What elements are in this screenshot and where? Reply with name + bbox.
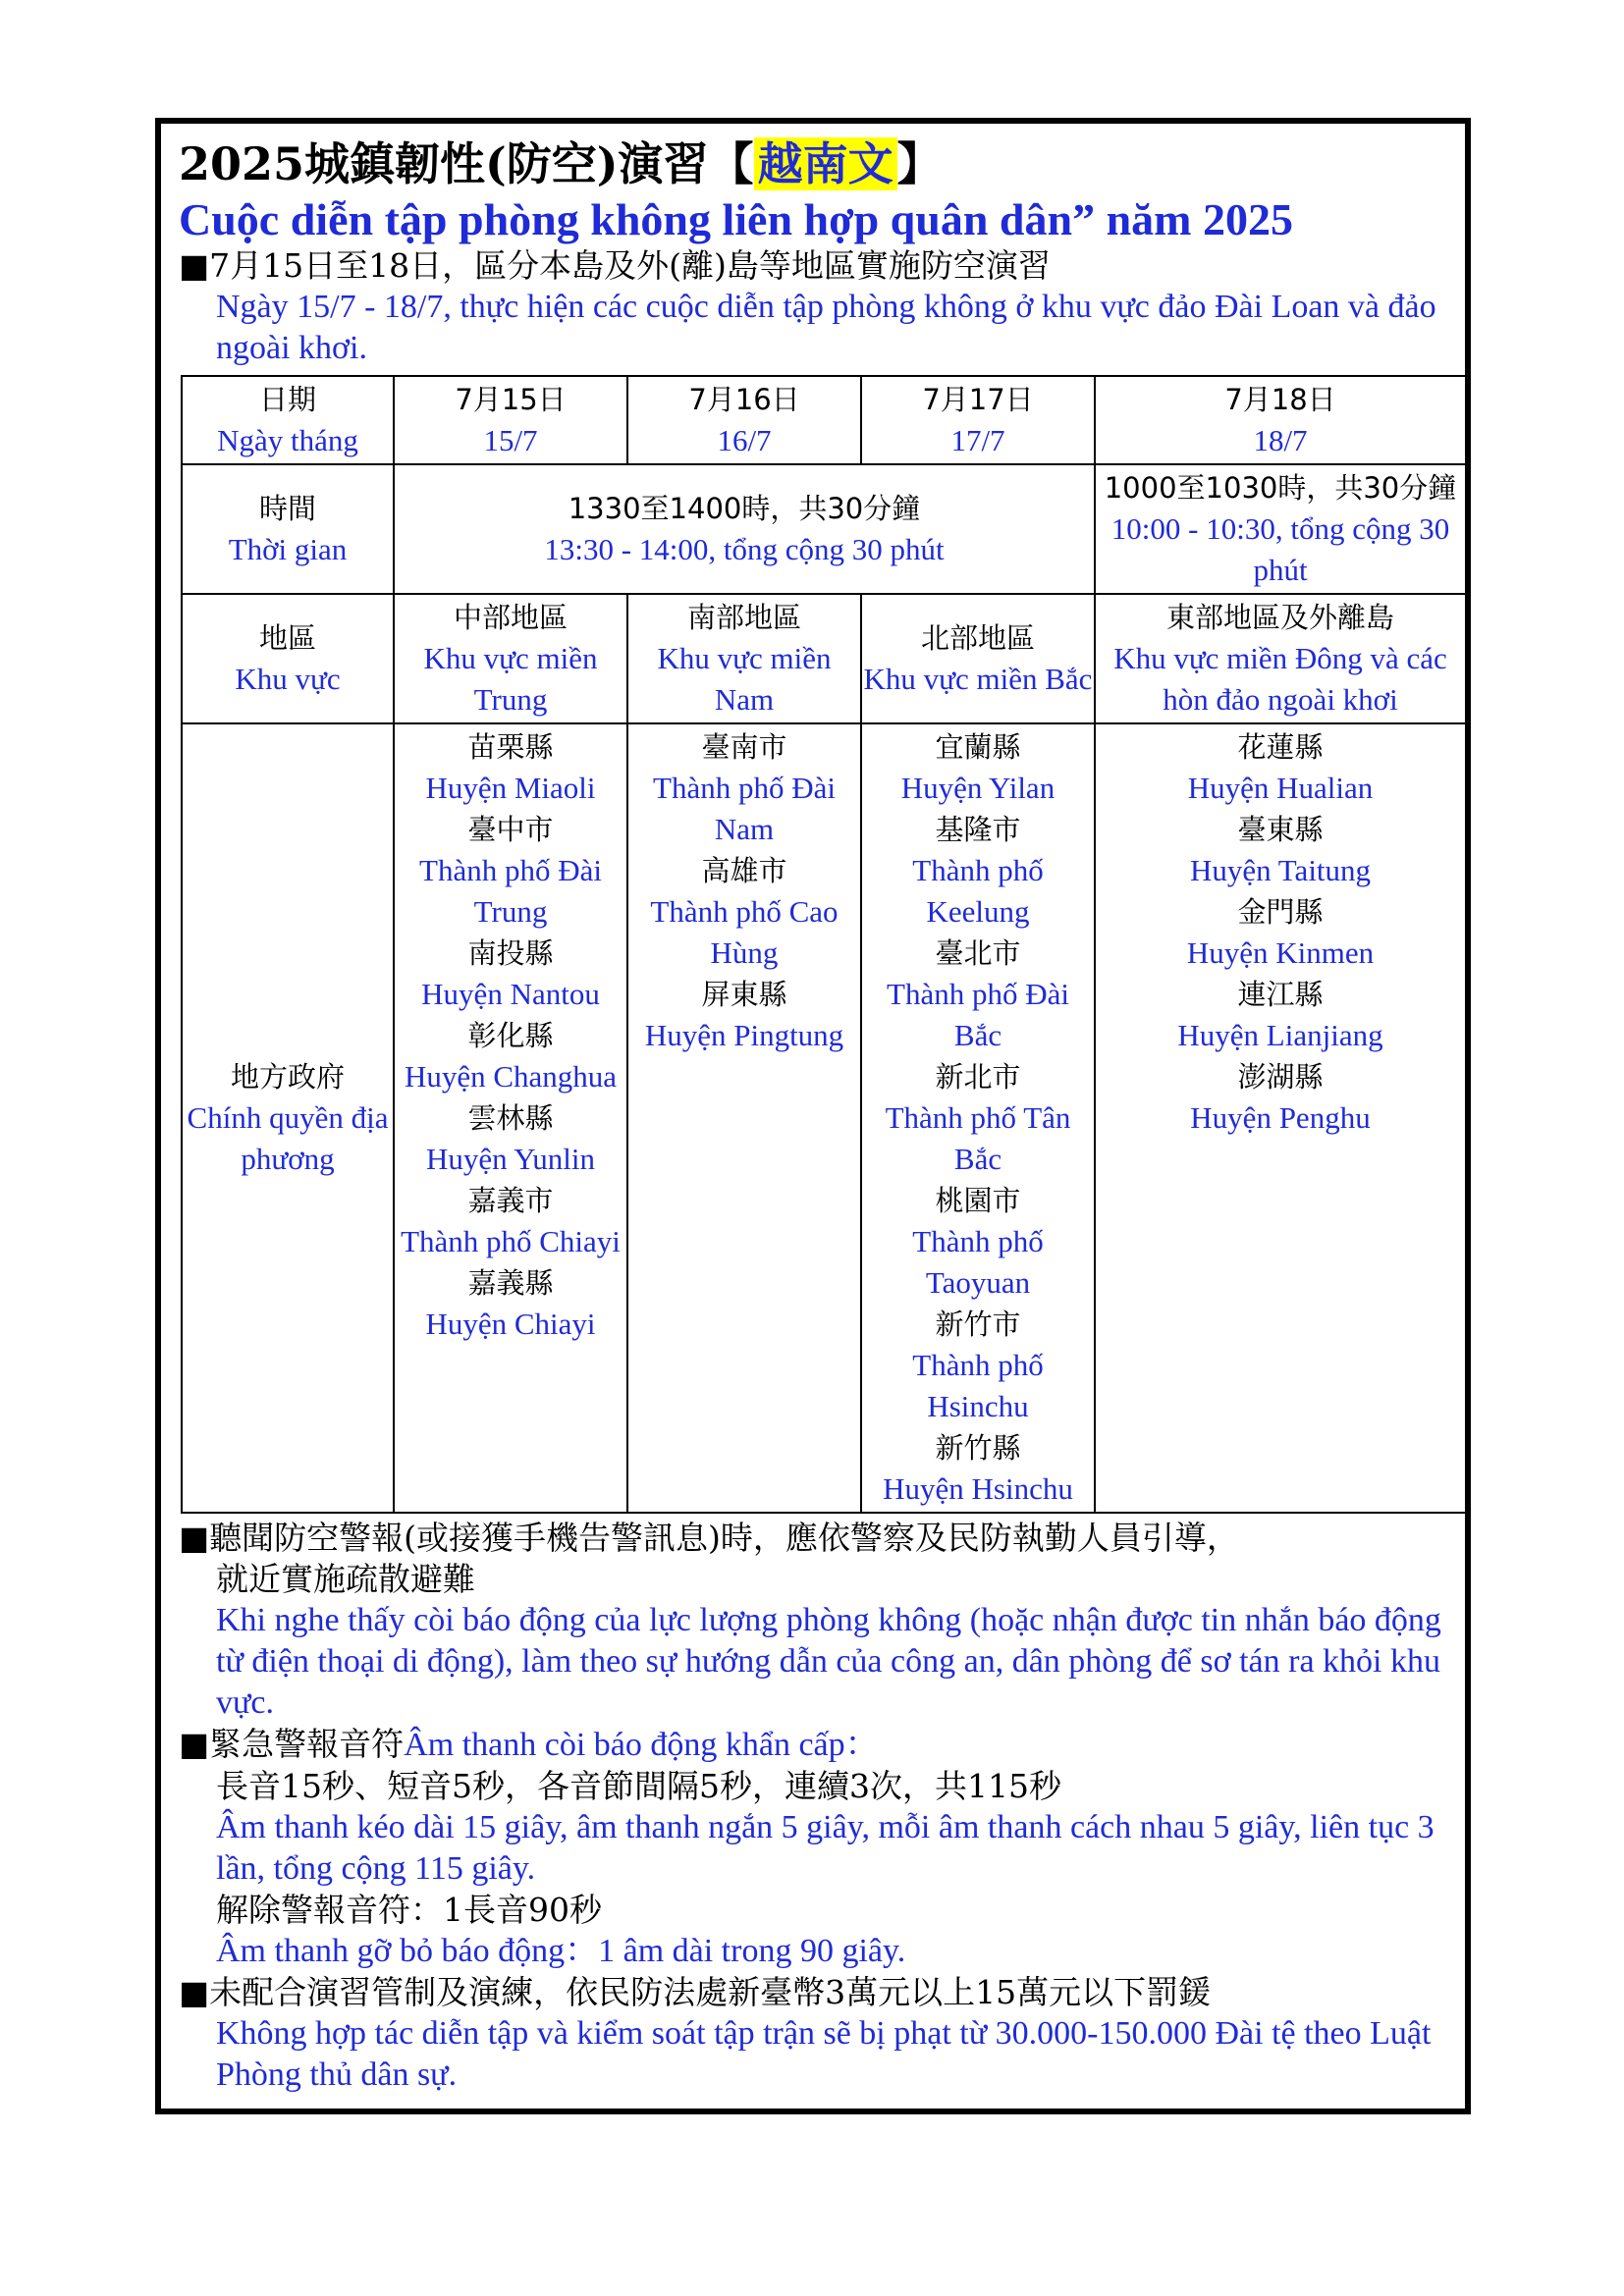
government-label-cell: 地方政府 Chính quyền địa phương xyxy=(182,723,394,1513)
government-name-vi: Huyện Chiayi xyxy=(425,1307,596,1341)
siren-heading-vi: Âm thanh còi báo động khẩn cấp： xyxy=(404,1727,879,1763)
government-name-zh: 新北市 xyxy=(935,1060,1021,1094)
penalty-vi: Không hợp tác diễn tập và kiểm soát tập trận sẽ bị phạt từ 30.000-150.000 Đài tệ theo Luật Phòng thủ dân sự. xyxy=(216,2015,1432,2093)
siren-detail-vi: Âm thanh kéo dài 15 giây, âm thanh ngắn 5 giây, mỗi âm thanh cách nhau 5 giây, liên tục 3 lần, tổng cộng 115 giây. xyxy=(216,1809,1435,1887)
government-name-vi: Thành phố Đài Nam xyxy=(653,771,836,846)
government-name-vi: Huyện Nantou xyxy=(421,977,600,1011)
government-name-vi: Thành phố Keelung xyxy=(912,853,1044,929)
penalty-zh: ■未配合演習管制及演練，依民防法處新臺幣3萬元以上15萬元以下罰鍰 xyxy=(179,1973,1212,2011)
intro-vi: Ngày 15/7 - 18/7, thực hiện các cuộc diễn tập phòng không ở khu vực đảo Đài Loan và đảo ngoài khơi. xyxy=(216,289,1436,366)
evac-zh-line1: ■聽聞防空警報(或接獲手機告警訊息)時，應依警察及民防執勤人員引導， xyxy=(179,1519,1239,1557)
government-name-zh: 彰化縣 xyxy=(467,1019,554,1052)
government-name-vi: Huyện Changhua xyxy=(404,1059,618,1094)
date-cell: 7月16日 16/7 xyxy=(627,376,861,464)
government-name-zh: 連江縣 xyxy=(1237,978,1324,1011)
document-body xyxy=(179,133,1457,2096)
government-name-zh: 臺中市 xyxy=(467,813,554,846)
title-language-highlight: 越南文 xyxy=(754,137,897,190)
intro-zh: ■7月15日至18日，區分本島及外(離)島等地區實施防空演習 xyxy=(179,246,1051,285)
title-zh-suffix: 】 xyxy=(896,137,943,190)
date-cell: 7月18日 18/7 xyxy=(1095,376,1466,464)
government-name-vi: Huyện Kinmen xyxy=(1186,935,1375,970)
government-name-zh: 苗栗縣 xyxy=(467,730,554,764)
siren-clear-zh: 解除警報音符：1長音90秒 xyxy=(216,1891,602,1929)
government-name-zh: 新竹縣 xyxy=(935,1431,1021,1465)
government-name-zh: 嘉義市 xyxy=(467,1184,554,1217)
document-frame xyxy=(155,118,1471,2114)
table-row-government xyxy=(182,723,1466,1513)
government-name-vi: Thành phố Hsinchu xyxy=(912,1348,1044,1423)
government-name-zh: 臺東縣 xyxy=(1237,813,1324,846)
government-name-zh: 高雄市 xyxy=(701,854,787,887)
siren-detail-zh: 長音15秒、短音5秒，各音節間隔5秒，連續3次，共115秒 xyxy=(216,1767,1061,1805)
siren-heading-zh: ■緊急警報音符 xyxy=(179,1725,405,1763)
government-name-vi: Huyện Penghu xyxy=(1190,1100,1371,1135)
government-name-vi: Huyện Hsinchu xyxy=(883,1471,1073,1506)
date-label-cell: 日期 Ngày tháng xyxy=(182,376,394,464)
government-cell xyxy=(394,723,627,1513)
title-zh-prefix: 2025城鎮韌性(防空)演習【 xyxy=(179,137,754,190)
government-name-zh: 臺北市 xyxy=(935,936,1021,970)
government-cell xyxy=(1095,723,1466,1513)
government-name-vi: Huyện Hualian xyxy=(1187,771,1374,805)
government-name-zh: 基隆市 xyxy=(935,813,1021,846)
siren-clear-vi: Âm thanh gỡ bỏ báo động：1 âm dài trong 90 giây. xyxy=(216,1933,906,1969)
government-name-zh: 宜蘭縣 xyxy=(935,730,1021,764)
siren-heading xyxy=(179,1724,1451,1766)
government-name-vi: Huyện Yunlin xyxy=(426,1142,595,1176)
region-label-cell: 地區 Khu vực xyxy=(182,594,394,723)
government-name-vi: Huyện Miaoli xyxy=(425,771,596,805)
time-main-cell: 1330至1400時，共30分鐘 13:30 - 14:00, tổng cộng 30 phút xyxy=(394,464,1095,594)
region-cell: 北部地區 Khu vực miền Bắc xyxy=(861,594,1095,723)
government-name-vi: Thành phố Taoyuan xyxy=(912,1224,1044,1300)
government-name-vi: Thành phố Đài Bắc xyxy=(887,977,1069,1052)
table-row-time xyxy=(182,464,1466,594)
government-name-vi: Huyện Lianjiang xyxy=(1177,1018,1383,1052)
government-name-vi: Thành phố Đài Trung xyxy=(419,853,602,929)
time-label-cell: 時間 Thời gian xyxy=(182,464,394,594)
government-name-zh: 雲林縣 xyxy=(467,1101,554,1135)
government-name-vi: Huyện Pingtung xyxy=(644,1018,844,1052)
government-name-zh: 臺南市 xyxy=(701,730,787,764)
government-name-zh: 新竹市 xyxy=(935,1308,1021,1341)
government-name-zh: 桃園市 xyxy=(935,1184,1021,1217)
region-cell: 中部地區 Khu vực miền Trung xyxy=(394,594,627,723)
government-name-vi: Huyện Taitung xyxy=(1189,853,1372,887)
table-row-region xyxy=(182,594,1466,723)
government-name-vi: Thành phố Cao Hùng xyxy=(650,894,839,970)
time-last-cell: 1000至1030時，共30分鐘 10:00 - 10:30, tổng cộng 30 phút xyxy=(1095,464,1466,594)
government-name-zh: 金門縣 xyxy=(1237,895,1324,929)
government-name-zh: 澎湖縣 xyxy=(1237,1060,1324,1094)
government-name-vi: Thành phố Tân Bắc xyxy=(885,1100,1071,1176)
title-vietnamese: Cuộc diễn tập phòng không liên hợp quân dân” năm 2025 xyxy=(179,194,1293,244)
government-name-zh: 嘉義縣 xyxy=(467,1266,554,1300)
region-cell: 南部地區 Khu vực miền Nam xyxy=(627,594,861,723)
government-cell xyxy=(861,723,1095,1513)
title-chinese xyxy=(179,133,1451,194)
evac-vi: Khi nghe thấy còi báo động của lực lượng phòng không (hoặc nhận được tin nhắn báo động từ điện thoại di động), làm theo sự hướng dẫn của công an, dân phòng để sơ tán ra khỏi khu vực. xyxy=(216,1602,1441,1721)
government-name-zh: 南投縣 xyxy=(467,936,554,970)
government-name-vi: Thành phố Chiayi xyxy=(401,1224,621,1258)
table-row-date xyxy=(182,376,1466,464)
schedule-table xyxy=(181,375,1467,1514)
evac-zh-line2: 就近實施疏散避難 xyxy=(216,1560,475,1598)
government-cell xyxy=(627,723,861,1513)
region-cell: 東部地區及外離島 Khu vực miền Đông và các hòn đảo ngoài khơi xyxy=(1095,594,1466,723)
government-name-zh: 花蓮縣 xyxy=(1237,730,1324,764)
government-name-vi: Huyện Yilan xyxy=(900,771,1056,805)
date-cell: 7月15日 15/7 xyxy=(394,376,627,464)
date-cell: 7月17日 17/7 xyxy=(861,376,1095,464)
government-name-zh: 屏東縣 xyxy=(701,978,787,1011)
